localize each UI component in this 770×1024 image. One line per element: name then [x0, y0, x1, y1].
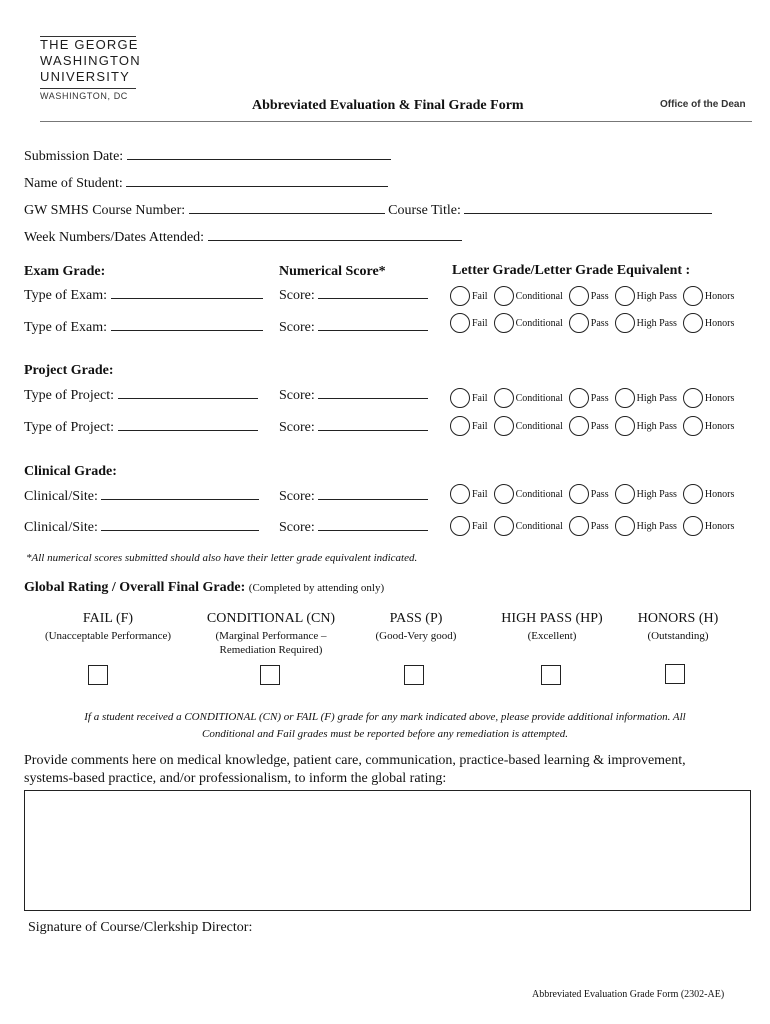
- conditional-note-line-1: If a student received a CONDITIONAL (CN) or FAIL (F) grade for any mark indicated above, please provide additional information. All: [84, 711, 686, 723]
- score-field[interactable]: [318, 417, 428, 431]
- honors-radio[interactable]: [683, 416, 703, 436]
- pass-radio[interactable]: [569, 516, 589, 536]
- high-pass-radio[interactable]: [615, 416, 635, 436]
- form-title: Abbreviated Evaluation & Final Grade Form: [252, 98, 524, 113]
- global-option-label: PASS (P): [389, 611, 443, 626]
- conditional-radio[interactable]: [494, 286, 514, 306]
- conditional-radio[interactable]: [494, 416, 514, 436]
- global-option-desc: (Marginal Performance – Remediation Required): [215, 630, 327, 656]
- conditional-label: Conditional: [515, 420, 563, 432]
- score-label: Score:: [279, 320, 315, 335]
- high-pass-label: High Pass: [636, 290, 677, 302]
- conditional-radio[interactable]: [494, 388, 514, 408]
- project-type-label: Type of Project:: [24, 388, 114, 403]
- comments-box[interactable]: [24, 790, 751, 911]
- submission-date-row: [24, 146, 391, 165]
- clinical-score-2: [279, 517, 428, 536]
- fail-radio[interactable]: [450, 416, 470, 436]
- letter-grade-radios: [450, 286, 740, 306]
- honors-radio[interactable]: [683, 516, 703, 536]
- student-name-field[interactable]: [126, 173, 388, 187]
- pass-radio[interactable]: [569, 313, 589, 333]
- score-label: Score:: [279, 388, 315, 403]
- fail-label: Fail: [472, 420, 488, 432]
- project-row-1: [24, 385, 258, 404]
- letter-grade-header: Letter Grade/Letter Grade Equivalent :: [452, 263, 691, 278]
- pass-radio[interactable]: [569, 388, 589, 408]
- exam-row-1: [24, 285, 263, 304]
- high-pass-label: High Pass: [636, 392, 677, 404]
- course-number-label: GW SMHS Course Number:: [24, 203, 186, 218]
- high-pass-radio[interactable]: [615, 484, 635, 504]
- honors-label: Honors: [704, 317, 735, 329]
- fail-label: Fail: [472, 488, 488, 500]
- global-option-desc: (Good-Very good): [375, 630, 457, 642]
- comments-instructions: [24, 752, 764, 788]
- gwu-logo: [40, 36, 140, 101]
- global-fail-checkbox[interactable]: [88, 665, 108, 685]
- pass-label: Pass: [590, 392, 609, 404]
- letter-grade-radios: [450, 388, 740, 408]
- pass-radio[interactable]: [569, 286, 589, 306]
- fail-label: Fail: [472, 317, 488, 329]
- global-option-conditional: [195, 611, 347, 657]
- honors-label: Honors: [704, 520, 735, 532]
- honors-radio[interactable]: [683, 484, 703, 504]
- fail-radio[interactable]: [450, 388, 470, 408]
- conditional-radio[interactable]: [494, 516, 514, 536]
- score-field[interactable]: [318, 285, 428, 299]
- high-pass-radio[interactable]: [615, 388, 635, 408]
- pass-label: Pass: [590, 317, 609, 329]
- student-name-row: [24, 173, 388, 192]
- exam-type-field[interactable]: [111, 317, 263, 331]
- submission-date-label: Submission Date:: [24, 149, 124, 164]
- exam-type-label: Type of Exam:: [24, 320, 107, 335]
- weeks-attended-row: [24, 227, 462, 246]
- global-rating-subtitle: (Completed by attending only): [248, 582, 385, 594]
- honors-radio[interactable]: [683, 313, 703, 333]
- score-label: Score:: [279, 288, 315, 303]
- score-field[interactable]: [318, 385, 428, 399]
- exam-row-2: [24, 317, 263, 336]
- clinical-score-1: [279, 486, 428, 505]
- numerical-score-header: Numerical Score*: [279, 264, 386, 279]
- clinical-row-2: [24, 517, 259, 536]
- pass-label: Pass: [590, 520, 609, 532]
- weeks-attended-label: Week Numbers/Dates Attended:: [24, 230, 205, 245]
- conditional-radio[interactable]: [494, 484, 514, 504]
- footer-form-id: Abbreviated Evaluation Grade Form (2302-AE): [532, 989, 725, 1000]
- global-rating-title: Global Rating / Overall Final Grade:: [24, 580, 246, 595]
- project-type-field[interactable]: [118, 417, 258, 431]
- submission-date-field[interactable]: [127, 146, 391, 160]
- score-label: Score:: [279, 489, 315, 504]
- global-option-honors: [626, 611, 730, 643]
- global-option-fail: [30, 611, 186, 643]
- conditional-label: Conditional: [515, 520, 563, 532]
- score-field[interactable]: [318, 517, 428, 531]
- honors-label: Honors: [704, 290, 735, 302]
- fail-label: Fail: [472, 392, 488, 404]
- score-label: Score:: [279, 420, 315, 435]
- logo-line-1: THE GEORGE: [40, 37, 139, 52]
- project-type-label: Type of Project:: [24, 420, 114, 435]
- comments-line-2: systems-based practice, and/or professionalism, to inform the global rating:: [24, 771, 447, 786]
- global-option-desc: (Excellent): [527, 630, 577, 642]
- fail-radio[interactable]: [450, 516, 470, 536]
- letter-grade-radios: [450, 516, 740, 536]
- exam-type-field[interactable]: [111, 285, 263, 299]
- clinical-row-1: [24, 486, 259, 505]
- clinical-section-title: Clinical Grade:: [24, 464, 117, 479]
- honors-radio[interactable]: [683, 388, 703, 408]
- office-label: Office of the Dean: [660, 99, 746, 110]
- project-score-1: [279, 385, 428, 404]
- clinical-site-label: Clinical/Site:: [24, 520, 98, 535]
- letter-grade-radios: [450, 313, 740, 333]
- honors-label: Honors: [704, 392, 735, 404]
- conditional-label: Conditional: [515, 317, 563, 329]
- clinical-site-field[interactable]: [101, 486, 259, 500]
- exam-score-1: [279, 285, 428, 304]
- letter-grade-radios: [450, 484, 740, 504]
- score-field[interactable]: [318, 486, 428, 500]
- pass-label: Pass: [590, 488, 609, 500]
- high-pass-radio[interactable]: [615, 286, 635, 306]
- global-option-label: CONDITIONAL (CN): [206, 611, 336, 626]
- pass-radio[interactable]: [569, 484, 589, 504]
- score-label: Score:: [279, 520, 315, 535]
- global-option-label: HONORS (H): [637, 611, 719, 626]
- global-pass-checkbox[interactable]: [404, 665, 424, 685]
- header-divider: [40, 121, 752, 122]
- exam-score-2: [279, 317, 428, 336]
- fail-label: Fail: [472, 290, 488, 302]
- global-option-label: HIGH PASS (HP): [501, 611, 603, 626]
- project-row-2: [24, 417, 258, 436]
- global-option-high-pass: [490, 611, 614, 643]
- high-pass-label: High Pass: [636, 520, 677, 532]
- letter-grade-radios: [450, 416, 740, 436]
- score-note: *All numerical scores submitted should also have their letter grade equivalent indicated.: [26, 552, 418, 564]
- course-title-label: Course Title:: [388, 203, 461, 218]
- conditional-note: [20, 709, 750, 743]
- conditional-label: Conditional: [515, 290, 563, 302]
- fail-label: Fail: [472, 520, 488, 532]
- high-pass-label: High Pass: [636, 420, 677, 432]
- clinical-site-label: Clinical/Site:: [24, 489, 98, 504]
- conditional-label: Conditional: [515, 488, 563, 500]
- conditional-note-line-2: Conditional and Fail grades must be reported before any remediation is attempted.: [201, 728, 568, 740]
- course-number-row: [24, 200, 712, 219]
- pass-label: Pass: [590, 290, 609, 302]
- global-honors-checkbox[interactable]: [665, 664, 685, 684]
- pass-label: Pass: [590, 420, 609, 432]
- score-field[interactable]: [318, 317, 428, 331]
- pass-radio[interactable]: [569, 416, 589, 436]
- conditional-label: Conditional: [515, 392, 563, 404]
- conditional-radio[interactable]: [494, 313, 514, 333]
- global-option-desc: (Unacceptable Performance): [44, 630, 172, 642]
- global-high-pass-checkbox[interactable]: [541, 665, 561, 685]
- fail-radio[interactable]: [450, 484, 470, 504]
- clinical-site-field[interactable]: [101, 517, 259, 531]
- fail-radio[interactable]: [450, 286, 470, 306]
- course-number-field[interactable]: [189, 200, 385, 214]
- exam-type-label: Type of Exam:: [24, 288, 107, 303]
- global-option-pass: [360, 611, 472, 643]
- honors-radio[interactable]: [683, 286, 703, 306]
- signature-label: Signature of Course/Clerkship Director:: [28, 920, 253, 935]
- logo-line-4: WASHINGTON, DC: [40, 91, 128, 101]
- logo-line-3: UNIVERSITY: [40, 69, 131, 84]
- weeks-attended-field[interactable]: [208, 227, 462, 241]
- global-option-desc: (Outstanding): [647, 630, 709, 642]
- global-conditional-checkbox[interactable]: [260, 665, 280, 685]
- honors-label: Honors: [704, 420, 735, 432]
- project-section-title: Project Grade:: [24, 363, 114, 378]
- logo-line-2: WASHINGTON: [40, 53, 141, 68]
- high-pass-radio[interactable]: [615, 313, 635, 333]
- global-rating-heading: [24, 580, 384, 596]
- comments-line-1: Provide comments here on medical knowledge, patient care, communication, practice-based learning & improvement,: [24, 753, 686, 768]
- project-type-field[interactable]: [118, 385, 258, 399]
- high-pass-label: High Pass: [636, 488, 677, 500]
- honors-label: Honors: [704, 488, 735, 500]
- course-title-field[interactable]: [464, 200, 712, 214]
- high-pass-radio[interactable]: [615, 516, 635, 536]
- global-option-label: FAIL (F): [82, 611, 134, 626]
- student-name-label: Name of Student:: [24, 176, 123, 191]
- exam-section-title: Exam Grade:: [24, 264, 106, 279]
- project-score-2: [279, 417, 428, 436]
- high-pass-label: High Pass: [636, 317, 677, 329]
- fail-radio[interactable]: [450, 313, 470, 333]
